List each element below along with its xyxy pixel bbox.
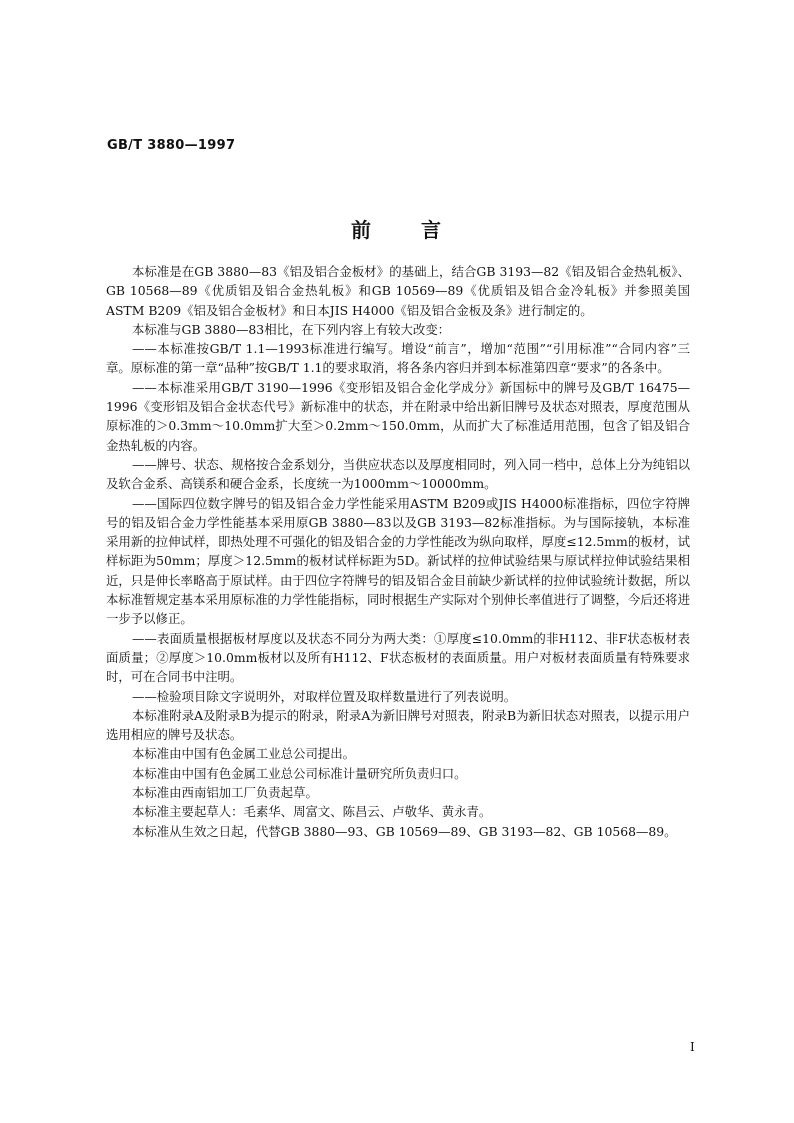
- paragraph-8: ——检验项目除文字说明外，对取样位置及取样数量进行了列表说明。: [132, 688, 517, 704]
- paragraph-14: 本标准从生效之日起，代替GB 3880—93、GB 10569—89、GB 3193—82、GB 10568—89。: [132, 823, 677, 839]
- paragraph-1: 本标准是在GB 3880—83《铝及铝合金板材》的基础上，结合GB 3193—82《铝及铝合金热轧板》、GB 10568—89《优质铝及铝合金热轧板》和GB 10569—89《优质铝及铝合金冷轧板》并参照美国ASTM B209《铝及铝合金板材》和日本JIS H4000《铝及铝合金板及条》进行制定的。: [106, 264, 690, 318]
- page-title: [0, 214, 794, 243]
- paragraph-10: 本标准由中国有色金属工业总公司提出。: [132, 746, 356, 762]
- foreword-body: [106, 262, 690, 841]
- paragraph-3: ——本标准按GB/T 1.1—1993标准进行编写。增设“前言”，增加“范围”“引用标准”“合同内容”三章。原标准的第一章“品种”按GB/T 1.1的要求取消，将各条内容归并到本标准第四章“要求”的各条中。: [106, 341, 690, 376]
- paragraph-6: ——国际四位数字牌号的铝及铝合金力学性能采用ASTM B209或JIS H4000标准指标，四位字符牌号的铝及铝合金力学性能基本采用原GB 3880—83以及GB 3193—82标准指标。为与国际接轨，本标准采用新的拉伸试样，即热处理不可强化的铝及铝合金的力学性能改为纵向取样，厚度≤12.5mm的板材，试样标距为50mm；厚度＞12.5mm的板材试样标距为5D。新试样的拉伸试验结果与原试样拉伸试验结果相近，只是伸长率略高于原试样。由于四位字符牌号的铝及铝合金目前缺少新试样的拉伸试验统计数据，所以本标准暂规定基本采用原标准的力学性能指标，同时根据生产实际对个别伸长率值进行了调整，今后还将进一步予以修正。: [106, 495, 690, 627]
- title-char-2: 言: [421, 218, 443, 242]
- paragraph-4: ——本标准采用GB/T 3190—1996《变形铝及铝合金化学成分》新国标中的牌号及GB/T 16475—1996《变形铝及铝合金状态代号》新标准中的状态，并在附录中给出新旧牌号及状态对照表，厚度范围从原标准的＞0.3mm～10.0mm扩大至＞0.2mm～150.0mm，从而扩大了标准适用范围，包含了铝及铝合金热轧板的内容。: [106, 379, 690, 453]
- paragraph-9: 本标准附录A及附录B为提示的附录，附录A为新旧牌号对照表，附录B为新旧状态对照表，以提示用户选用相应的牌号及状态。: [106, 707, 690, 743]
- page-number: I: [690, 1040, 695, 1054]
- title-char-1: 前: [351, 218, 373, 242]
- paragraph-12: 本标准由西南铝加工厂负责起草。: [132, 785, 318, 801]
- paragraph-13: 本标准主要起草人：毛素华、周富文、陈昌云、卢敬华、黄永青。: [132, 804, 492, 820]
- paragraph-11: 本标准由中国有色金属工业总公司标准计量研究所负责归口。: [132, 765, 467, 781]
- paragraph-5: ——牌号、状态、规格按合金系划分，当供应状态以及厚度相同时，列入同一档中，总体上分为纯铝以及软合金系、高镁系和硬合金系，长度统一为1000mm～10000mm。: [106, 456, 690, 492]
- paragraph-7: ——表面质量根据板材厚度以及状态不同分为两大类：①厚度≤10.0mm的非H112、非F状态板材表面质量；②厚度＞10.0mm板材以及所有H112、F状态板材的表面质量。用户对板材表面质量有特殊要求时，可在合同书中注明。: [106, 630, 690, 685]
- paragraph-2: 本标准与GB 3880—83相比，在下列内容上有较大改变：: [132, 321, 451, 337]
- standard-code: GB/T 3880—1997: [107, 138, 236, 153]
